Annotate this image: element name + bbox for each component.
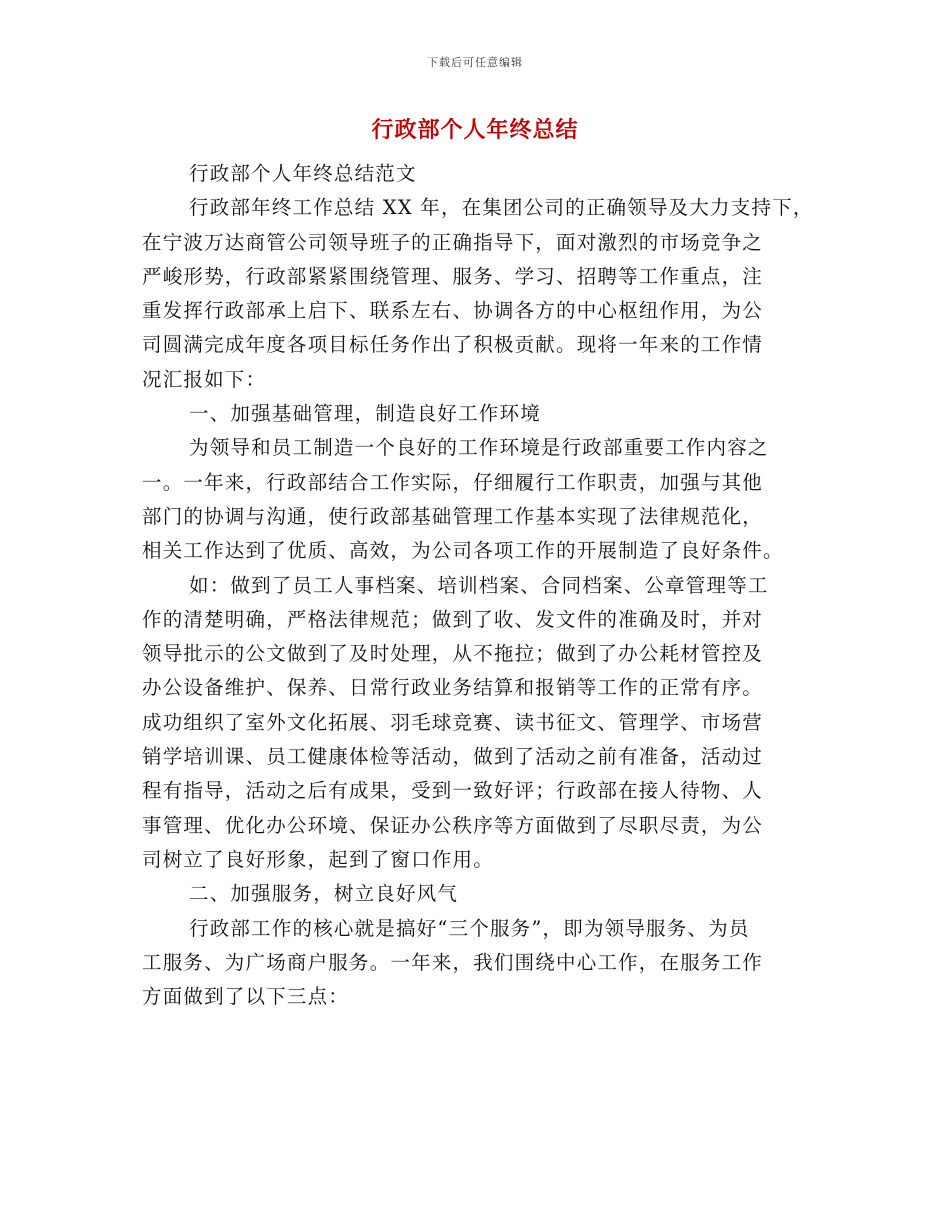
body-line: 方面做到了以下三点： bbox=[142, 985, 350, 1009]
document-title: 行政部个人年终总结 bbox=[371, 118, 579, 143]
body-line: 程有指导，活动之后有成果，受到一致好评；行政部在接人待物、人 bbox=[142, 779, 764, 803]
body-line: 一。一年来，行政部结合工作实际，仔细履行工作职责，加强与其他 bbox=[142, 470, 764, 494]
body-line: 司树立了良好形象，起到了窗口作用。 bbox=[142, 847, 494, 871]
body-line: 如：做到了员工人事档案、培训档案、合同档案、公章管理等工 bbox=[189, 573, 769, 597]
body-line: 一、加强基础管理，制造良好工作环境 bbox=[189, 402, 541, 426]
body-line: 司圆满完成年度各项目标任务作出了积极贡献。现将一年来的工作情 bbox=[142, 333, 764, 357]
body-line: 办公设备维护、保养、日常行政业务结算和报销等工作的正常有序。 bbox=[142, 676, 764, 700]
body-line: 销学培训课、员工健康体检等活动，做到了活动之前有准备，活动过 bbox=[142, 745, 764, 769]
body-line: 行政部年终工作总结 XX 年，在集团公司的正确领导及大力支持下， bbox=[189, 196, 814, 220]
body-line: 部门的协调与沟通，使行政部基础管理工作基本实现了法律规范化， bbox=[142, 504, 764, 528]
body-line: 在宁波万达商管公司领导班子的正确指导下，面对激烈的市场竞争之 bbox=[142, 230, 764, 254]
body-line: 工服务、为广场商户服务。一年来，我们围绕中心工作，在服务工作 bbox=[142, 950, 764, 974]
header-note: 下载后可任意编辑 bbox=[427, 56, 523, 69]
body-line: 为领导和员工制造一个良好的工作环境是行政部重要工作内容之 bbox=[189, 436, 769, 460]
body-line: 相关工作达到了优质、高效，为公司各项工作的开展制造了良好条件。 bbox=[142, 539, 784, 563]
body-line: 严峻形势，行政部紧紧围绕管理、服务、学习、招聘等工作重点，注 bbox=[142, 264, 764, 288]
document-body bbox=[142, 157, 814, 1014]
body-line: 成功组织了室外文化拓展、羽毛球竞赛、读书征文、管理学、市场营 bbox=[142, 710, 764, 734]
body-line: 重发挥行政部承上启下、联系左右、协调各方的中心枢纽作用，为公 bbox=[142, 299, 764, 323]
body-line: 事管理、优化办公环境、保证办公秩序等方面做到了尽职尽责，为公 bbox=[142, 813, 764, 837]
body-line: 作的清楚明确，严格法律规范；做到了收、发文件的准确及时，并对 bbox=[142, 607, 764, 631]
body-line: 行政部工作的核心就是搞好“三个服务”，即为领导服务、为员 bbox=[189, 916, 750, 940]
body-line: 况汇报如下： bbox=[142, 367, 267, 391]
body-line: 行政部个人年终总结范文 bbox=[189, 162, 417, 185]
body-line: 二、加强服务，树立良好风气 bbox=[189, 882, 459, 906]
body-line: 领导批示的公文做到了及时处理，从不拖拉；做到了办公耗材管控及 bbox=[142, 642, 764, 666]
